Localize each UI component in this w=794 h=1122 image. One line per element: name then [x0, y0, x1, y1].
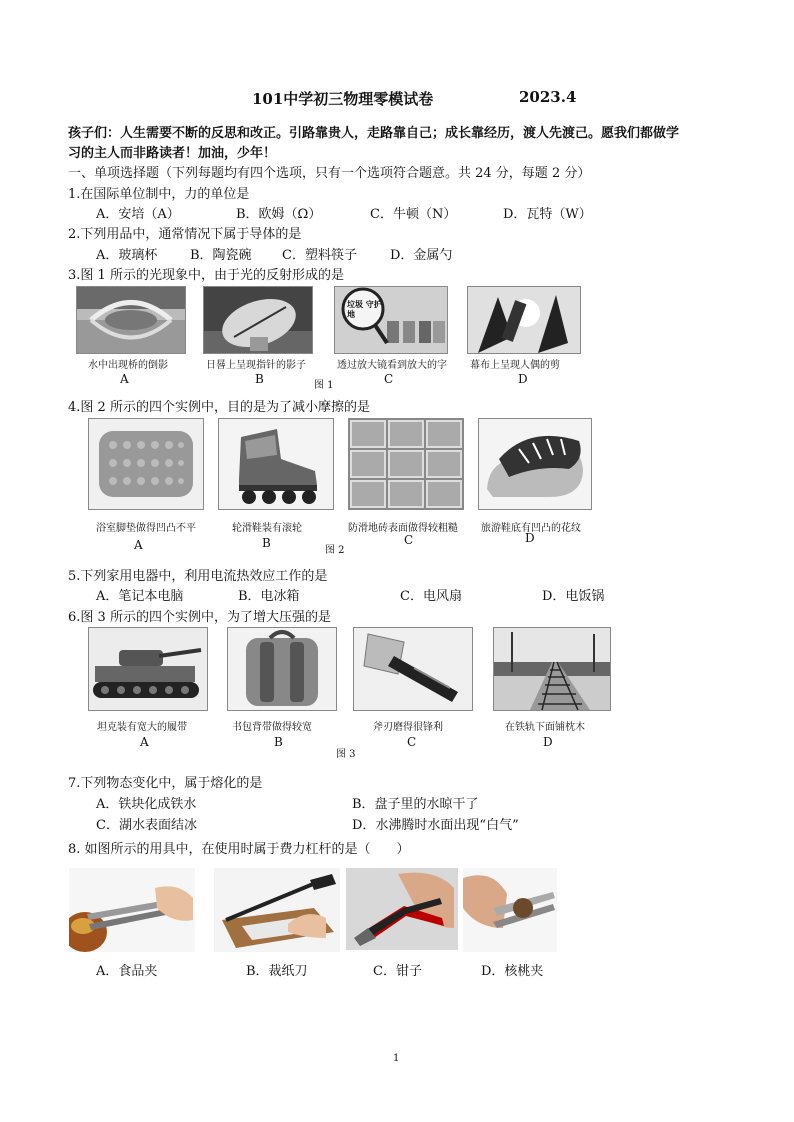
question-5-stem: 5.下列家用电器中，利用电流热效应工作的是	[68, 569, 328, 584]
q1-option-b[interactable]: B．欧姆（Ω）	[236, 207, 322, 222]
q6-letter-b: B	[274, 735, 283, 749]
q5-option-b[interactable]: B．电冰箱	[238, 589, 300, 604]
figure-3-label: 图 3	[336, 749, 356, 760]
backpack-image[interactable]	[227, 627, 337, 711]
question-3-stem: 3.图 1 所示的光现象中，由于光的反射形成的是	[68, 268, 344, 283]
q6-caption-b: 书包背带做得较宽	[232, 722, 312, 733]
q5-option-c[interactable]: C．电风扇	[400, 589, 462, 604]
railway-image[interactable]	[493, 627, 611, 711]
q8-option-d[interactable]: D．核桃夹	[481, 964, 544, 979]
shadow-puppet-image[interactable]	[467, 286, 581, 354]
q6-caption-d: 在铁轨下面铺枕木	[505, 722, 585, 733]
q6-letter-c: C	[407, 735, 417, 749]
section-heading: 一、单项选择题（下列每题均有四个选项，只有一个选项符合题意。共 24 分，每题 2 分）	[68, 166, 591, 181]
q1-option-c[interactable]: C．牛顿（N）	[370, 207, 457, 222]
q8-option-a[interactable]: A．食品夹	[96, 964, 158, 979]
magnifier-text: 垃圾 守护地	[347, 299, 382, 319]
q7-option-c[interactable]: C．湖水表面结冰	[96, 818, 197, 833]
q4-letter-b: B	[262, 536, 271, 550]
motto-line-1: 孩子们：人生需要不断的反思和改正。引路靠贵人，走路靠自己；成长靠经历，渡人先渡己。愿我们都做学	[68, 126, 680, 141]
exam-date: 2023.4	[519, 88, 577, 106]
q6-letter-a: A	[140, 735, 149, 749]
non-slip-tile-image[interactable]	[348, 418, 464, 510]
q6-caption-c: 斧刃磨得很锋利	[373, 722, 443, 733]
figure-2-label: 图 2	[325, 545, 345, 556]
figure-1-label: 图 1	[314, 380, 334, 391]
magnifier-image[interactable]	[334, 286, 448, 354]
q3-caption-c: 透过放大镜看到放大的字	[337, 360, 447, 371]
q7-option-b[interactable]: B．盘子里的水晾干了	[352, 797, 479, 812]
question-1-stem: 1.在国际单位制中，力的单位是	[68, 187, 250, 202]
axe-image[interactable]	[353, 627, 473, 711]
question-6-stem: 6.图 3 所示的四个实例中，为了增大压强的是	[68, 610, 331, 625]
q4-letter-d: D	[525, 531, 535, 545]
page-number: 1	[393, 1053, 400, 1064]
q4-caption-c: 防滑地砖表面做得较粗糙	[348, 523, 458, 534]
q6-letter-d: D	[543, 735, 553, 749]
page-title: 101中学初三物理零模试卷	[252, 90, 434, 108]
q1-option-a[interactable]: A．安培（A）	[96, 207, 180, 222]
q8-option-c[interactable]: C．钳子	[373, 964, 422, 979]
q2-option-a[interactable]: A．玻璃杯	[96, 248, 158, 263]
paper-cutter-image[interactable]	[214, 868, 340, 952]
q3-letter-a: A	[120, 372, 129, 386]
bridge-reflection-image[interactable]	[76, 286, 186, 354]
sundial-image[interactable]	[203, 286, 313, 354]
q8-option-b[interactable]: B．裁纸刀	[246, 964, 308, 979]
bath-mat-image[interactable]	[88, 418, 204, 510]
q4-letter-c: C	[404, 533, 414, 547]
q4-caption-a: 浴室脚垫做得凹凸不平	[96, 523, 196, 534]
food-tongs-image[interactable]	[69, 868, 195, 952]
q3-letter-b: B	[255, 372, 264, 386]
q2-option-d[interactable]: D．金属勺	[390, 248, 453, 263]
q7-option-d[interactable]: D．水沸腾时水面出现“白气”	[352, 818, 519, 833]
q2-option-c[interactable]: C．塑料筷子	[282, 248, 357, 263]
q5-option-d[interactable]: D．电饭锅	[542, 589, 605, 604]
nutcracker-image[interactable]	[463, 868, 557, 952]
q3-letter-d: D	[518, 372, 528, 386]
q7-option-a[interactable]: A．铁块化成铁水	[96, 797, 197, 812]
question-2-stem: 2.下列用品中，通常情况下属于导体的是	[68, 227, 302, 242]
motto-line-2: 习的主人而非路读者！加油，少年！	[68, 146, 277, 161]
q4-caption-b: 轮滑鞋装有滚轮	[232, 523, 302, 534]
tank-image[interactable]	[88, 627, 208, 711]
roller-skate-image[interactable]	[218, 418, 334, 510]
q3-caption-b: 日晷上呈现指针的影子	[206, 360, 306, 371]
q4-caption-d: 旅游鞋底有凹凸的花纹	[481, 523, 581, 534]
q4-letter-a: A	[134, 538, 143, 552]
q2-option-b[interactable]: B．陶瓷碗	[190, 248, 252, 263]
sneaker-sole-image[interactable]	[478, 418, 592, 510]
q3-letter-c: C	[384, 372, 394, 386]
q3-caption-a: 水中出现桥的倒影	[88, 360, 168, 371]
q5-option-a[interactable]: A．笔记本电脑	[96, 589, 184, 604]
question-4-stem: 4.图 2 所示的四个实例中，目的是为了减小摩擦的是	[68, 400, 370, 415]
q1-option-d[interactable]: D．瓦特（W）	[503, 207, 592, 222]
pliers-image[interactable]	[346, 868, 458, 950]
question-7-stem: 7.下列物态变化中，属于熔化的是	[68, 776, 263, 791]
question-8-stem: 8. 如图所示的用具中，在使用时属于费力杠杆的是（ ）	[68, 842, 410, 857]
q6-caption-a: 坦克装有宽大的履带	[97, 722, 187, 733]
q3-caption-d: 幕布上呈现人偶的剪	[470, 360, 560, 371]
